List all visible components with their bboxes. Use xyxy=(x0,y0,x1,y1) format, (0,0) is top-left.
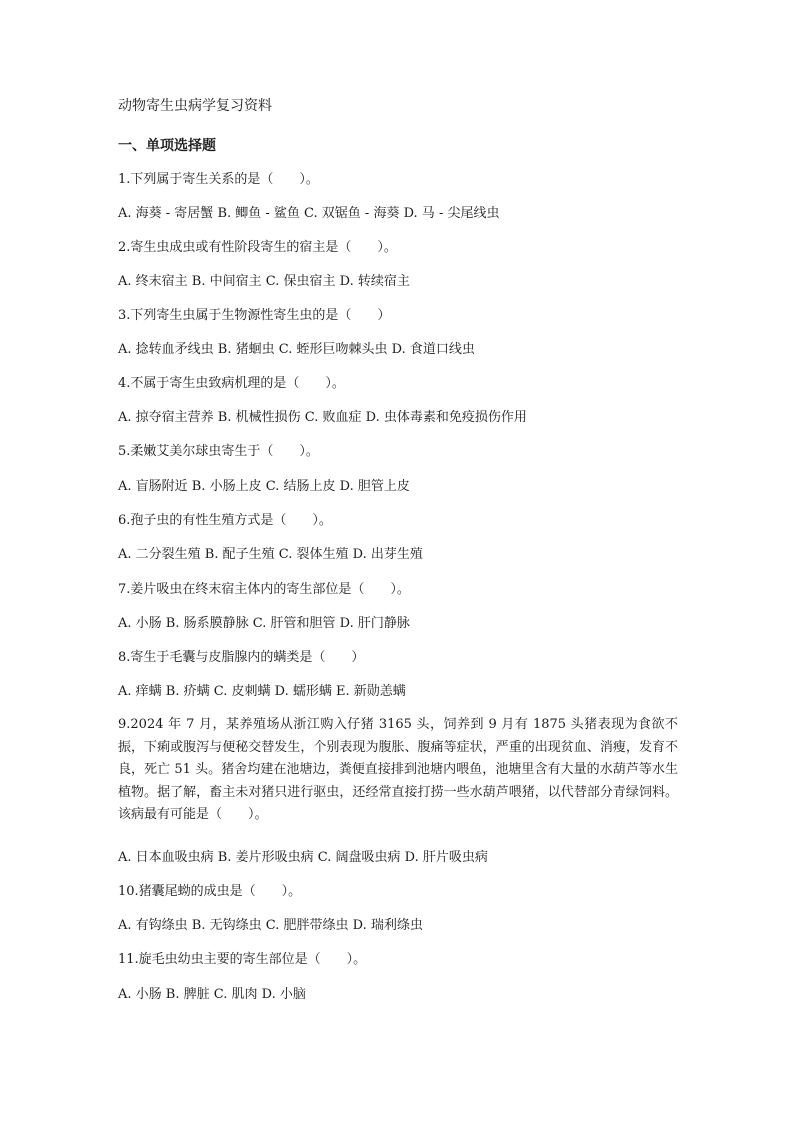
question-7-options: A. 小肠 B. 肠系膜静脉 C. 肝管和胆管 D. 肝门静脉 xyxy=(118,616,410,631)
question-2-options: A. 终末宿主 B. 中间宿主 C. 保虫宿主 D. 转续宿主 xyxy=(118,274,410,289)
document-title: 动物寄生虫病学复习资料 xyxy=(118,98,272,114)
question-10-options: A. 有钩绦虫 B. 无钩绦虫 C. 肥胖带绦虫 D. 瑞利绦虫 xyxy=(118,918,423,933)
question-5-options: A. 盲肠附近 B. 小肠上皮 C. 结肠上皮 D. 胆管上皮 xyxy=(118,479,410,494)
question-5-stem: 5.柔嫩艾美尔球虫寄生于（ ）。 xyxy=(118,444,319,459)
section-heading: 一、单项选择题 xyxy=(118,138,216,154)
question-4-options: A. 掠夺宿主营养 B. 机械性损伤 C. 败血症 D. 虫体毒素和免疫损伤作用 xyxy=(118,410,527,425)
question-1-stem: 1.下列属于寄生关系的是（ ）。 xyxy=(118,172,319,187)
question-11-options: A. 小肠 B. 脾脏 C. 肌肉 D. 小脑 xyxy=(118,987,306,1002)
question-3-options: A. 捻转血矛线虫 B. 猪蛔虫 C. 蛭形巨吻棘头虫 D. 食道口线虫 xyxy=(118,342,475,357)
question-1-options: A. 海葵 - 寄居蟹 B. 鲫鱼 - 鲨鱼 C. 双锯鱼 - 海葵 D. 马 - 尖尾线虫 xyxy=(118,206,500,221)
question-9-options: A. 日本血吸虫病 B. 姜片形吸虫病 C. 阔盘吸虫病 D. 肝片吸虫病 xyxy=(118,850,488,865)
question-11-stem: 11.旋毛虫幼虫主要的寄生部位是（ ）。 xyxy=(118,952,367,967)
question-4-stem: 4.不属于寄生虫致病机理的是（ ）。 xyxy=(118,376,345,391)
question-8-stem: 8.寄生于毛囊与皮脂腺内的螨类是（ ） xyxy=(118,650,365,665)
question-10-stem: 10.猪囊尾蚴的成虫是（ ）。 xyxy=(118,884,302,899)
question-8-options: A. 痒螨 B. 疥螨 C. 皮刺螨 D. 蠕形螨 E. 新勋恙螨 xyxy=(118,684,406,699)
question-6-options: A. 二分裂生殖 B. 配子生殖 C. 裂体生殖 D. 出芽生殖 xyxy=(118,547,423,562)
question-3-stem: 3.下列寄生虫属于生物源性寄生虫的是（ ） xyxy=(118,308,391,323)
question-7-stem: 7.姜片吸虫在终末宿主体内的寄生部位是（ ）。 xyxy=(118,582,410,597)
question-6-stem: 6.孢子虫的有性生殖方式是（ ）。 xyxy=(118,513,332,528)
question-9-stem: 9.2024 年 7 月，某养殖场从浙江购入仔猪 3165 头，饲养到 9 月有 1875 头猪表现为食欲不振，下痢或腹泻与便秘交替发生，个别表现为腹胀、腹痛等症状，严重的出现贫血、消瘦，发育不良，死亡 51 头。猪舍均建在池塘边，粪便直接排到池塘内喂鱼，池塘里含有大量的水葫芦等水生植物。据了解，畜主未对猪只进行驱虫，还经常直接打捞一些水葫芦喂猪，以代替部分青绿饲料。该病最有可能是（ ）。 xyxy=(118,717,678,822)
question-2-stem: 2.寄生虫成虫或有性阶段寄生的宿主是（ ）。 xyxy=(118,240,397,255)
